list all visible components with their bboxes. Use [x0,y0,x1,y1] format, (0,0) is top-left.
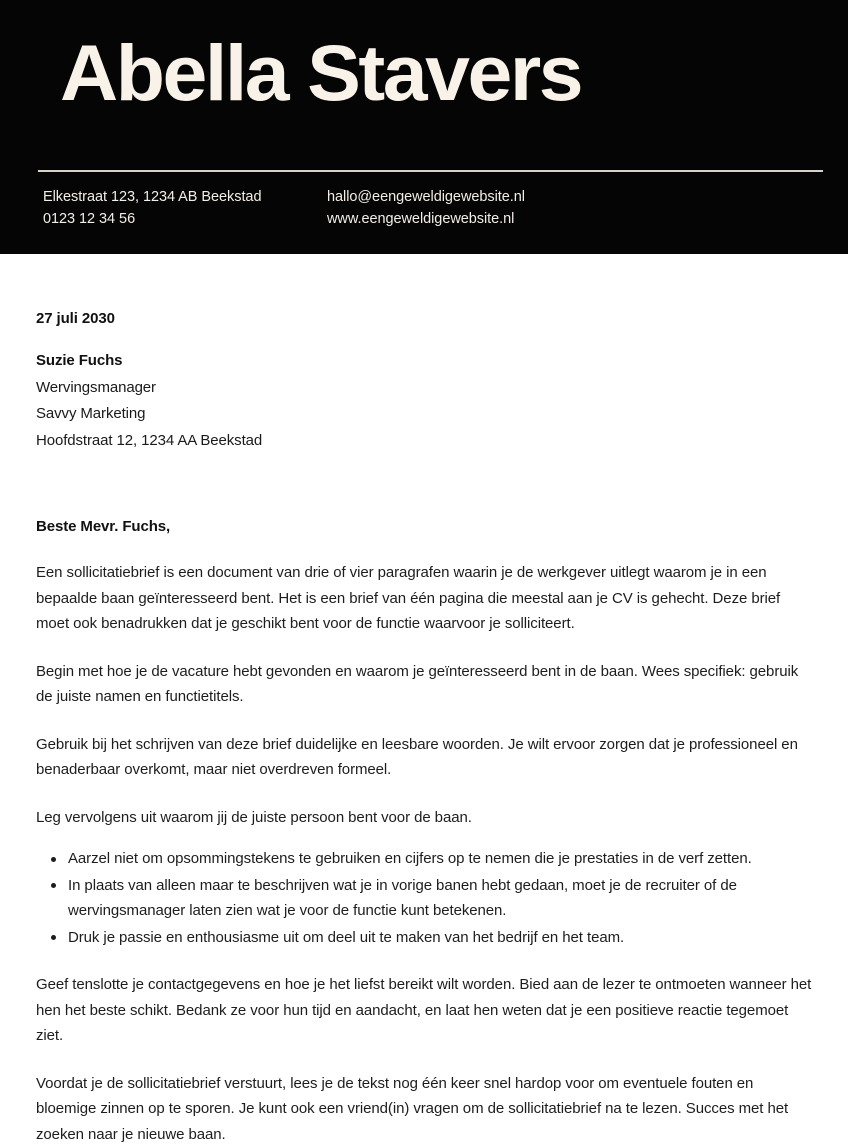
contact-website[interactable]: www.eengeweldigewebsite.nl [327,208,525,230]
body-paragraph-4: Leg vervolgens uit waarom jij de juiste persoon bent voor de baan. [36,805,814,831]
list-item-label: Druk je passie en enthousiasme uit om deel uit te maken van het bedrijf en het team. [68,929,624,946]
bullet-icon [51,857,56,862]
list-item [36,925,814,951]
recipient-job-title: Wervingsmanager [36,375,814,402]
recipient-name: Suzie Fuchs [36,348,814,375]
contact-column-address [43,186,261,230]
list-item [36,873,814,924]
body-paragraph-3: Gebruik bij het schrijven van deze brief duidelijke en leesbare woorden. Je wilt ervoor zorgen dat je professioneel en benaderbaar overkomt, maar niet overdreven formeel. [36,732,814,783]
recipient-company: Savvy Marketing [36,401,814,428]
body-paragraph-6: Voordat je de sollicitatiebrief verstuurt, lees je de tekst nog één keer snel hardop voor om eventuele fouten en bloemige zinnen op te sporen. Je kunt ook een vriend(in) vragen om de sollicitatiebrief na te lezen. Succes met het zoeken naar je nieuwe baan. [36,1071,814,1147]
contact-email[interactable]: hallo@eengeweldigewebsite.nl [327,186,525,208]
letter-date: 27 juli 2030 [36,308,814,330]
letterhead-header [0,0,848,254]
recipient-address: Hoofdstraat 12, 1234 AA Beekstad [36,428,814,455]
contact-column-web [327,186,525,230]
body-paragraph-1: Een sollicitatiebrief is een document van drie of vier paragrafen waarin je de werkgever uitlegt waarom je in een bepaalde baan geïnteresseerd bent. Het is een brief van één pagina die meestal aan je CV is gehecht. Deze brief moet ook benadrukken dat je geschikt bent voor de functie waarvoor je solliciteert. [36,560,814,637]
header-divider [38,170,823,172]
list-item [36,846,814,872]
list-item-label: In plaats van alleen maar te beschrijven wat je in vorige banen hebt gedaan, moet je de recruiter of de wervingsmanager laten zien wat je voor de functie kunt betekenen. [68,877,737,920]
letter-body [36,308,814,1147]
page-title: Abella Stavers [60,25,581,121]
contact-address: Elkestraat 123, 1234 AB Beekstad [43,186,261,208]
bullet-icon [51,935,56,940]
list-item-label: Aarzel niet om opsommingstekens te gebruiken en cijfers op te nemen die je prestaties in de verf zetten. [68,850,752,867]
salutation: Beste Mevr. Fuchs, [36,516,814,538]
contact-phone: 0123 12 34 56 [43,208,261,230]
recipient-block [36,348,814,454]
bullet-icon [51,883,56,888]
body-paragraph-5: Geef tenslotte je contactgegevens en hoe je het liefst bereikt wilt worden. Bied aan de lezer te ontmoeten wanneer het hen het beste schikt. Bedank ze voor hun tijd en aandacht, en laat hen weten dat je een positieve reactie tegemoet ziet. [36,972,814,1049]
highlights-list [36,846,814,950]
body-paragraph-2: Begin met hoe je de vacature hebt gevonden en waarom je geïnteresseerd bent in de baan. Wees specifiek: gebruik de juiste namen en functietitels. [36,659,814,710]
